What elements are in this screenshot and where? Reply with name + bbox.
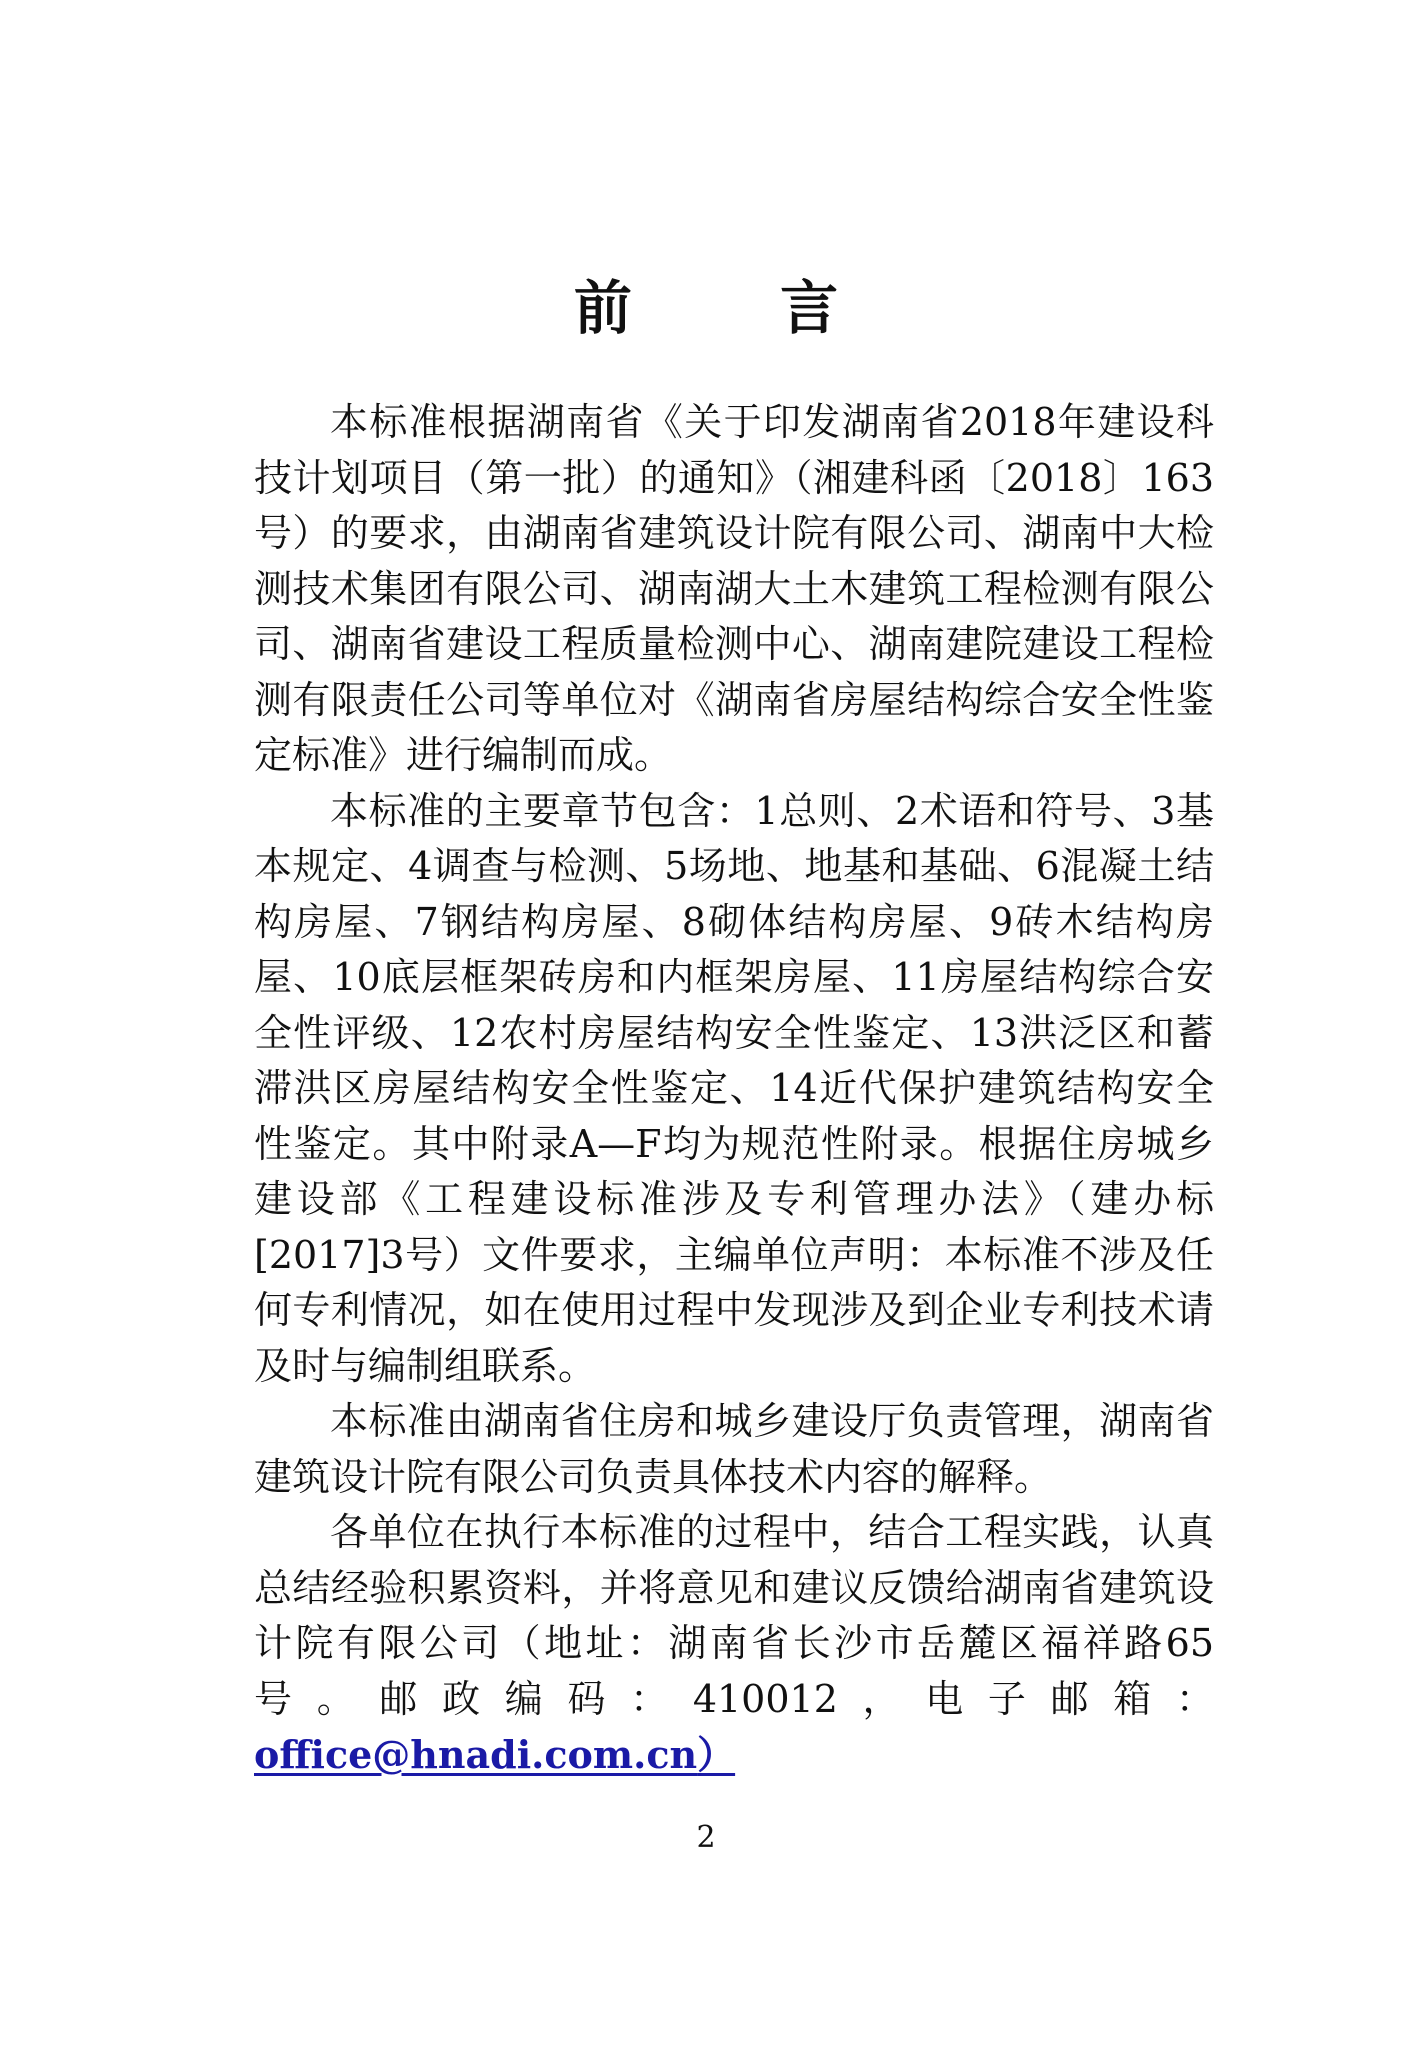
paragraph-management: 本标准由湖南省住房和城乡建设厅负责管理，湖南省建筑设计院有限公司负责具体技术内容的解释。	[254, 1399, 1214, 1499]
page-title: 前 言	[573, 274, 903, 342]
document-body	[254, 395, 1214, 1784]
paragraph-project-basis: 本标准根据湖南省《关于印发湖南省2018年建设科技计划项目（第一批）的通知》（湘建科函〔2018〕163号）的要求，由湖南省建筑设计院有限公司、湖南中大检测技术集团有限公司、湖南湖大土木建筑工程检测有限公司、湖南省建设工程质量检测中心、湖南建院建设工程检测有限责任公司等单位对《湖南省房屋结构综合安全性鉴定标准》进行编制而成。	[254, 400, 1214, 777]
page-number: 2	[696, 1820, 716, 1855]
closing-parenthesis: ）	[697, 1732, 736, 1777]
feedback-text: 各单位在执行本标准的过程中，结合工程实践，认真总结经验积累资料，并将意见和建议反馈给湖南省建筑设计院有限公司（地址：湖南省长沙市岳麓区福祥路65号。邮政编码：410012，电子邮箱：	[254, 1510, 1214, 1721]
paragraph-chapters: 本标准的主要章节包含：1总则、2术语和符号、3基本规定、4调查与检测、5场地、地基和基础、6混凝土结构房屋、7钢结构房屋、8砌体结构房屋、9砖木结构房屋、10底层框架砖房和内框架房屋、11房屋结构综合安全性评级、12农村房屋结构安全性鉴定、13洪泛区和蓄滞洪区房屋结构安全性鉴定、14近代保护建筑结构安全性鉴定。其中附录A—F均为规范性附录。根据住房城乡建设部《工程建设标准涉及专利管理办法》（建办标[2017]3号）文件要求，主编单位声明：本标准不涉及任何专利情况，如在使用过程中发现涉及到企业专利技术请及时与编制组联系。	[254, 788, 1214, 1388]
email-link[interactable]: office@hnadi.com.cn	[254, 1732, 698, 1777]
paragraph-feedback	[254, 1505, 1214, 1784]
